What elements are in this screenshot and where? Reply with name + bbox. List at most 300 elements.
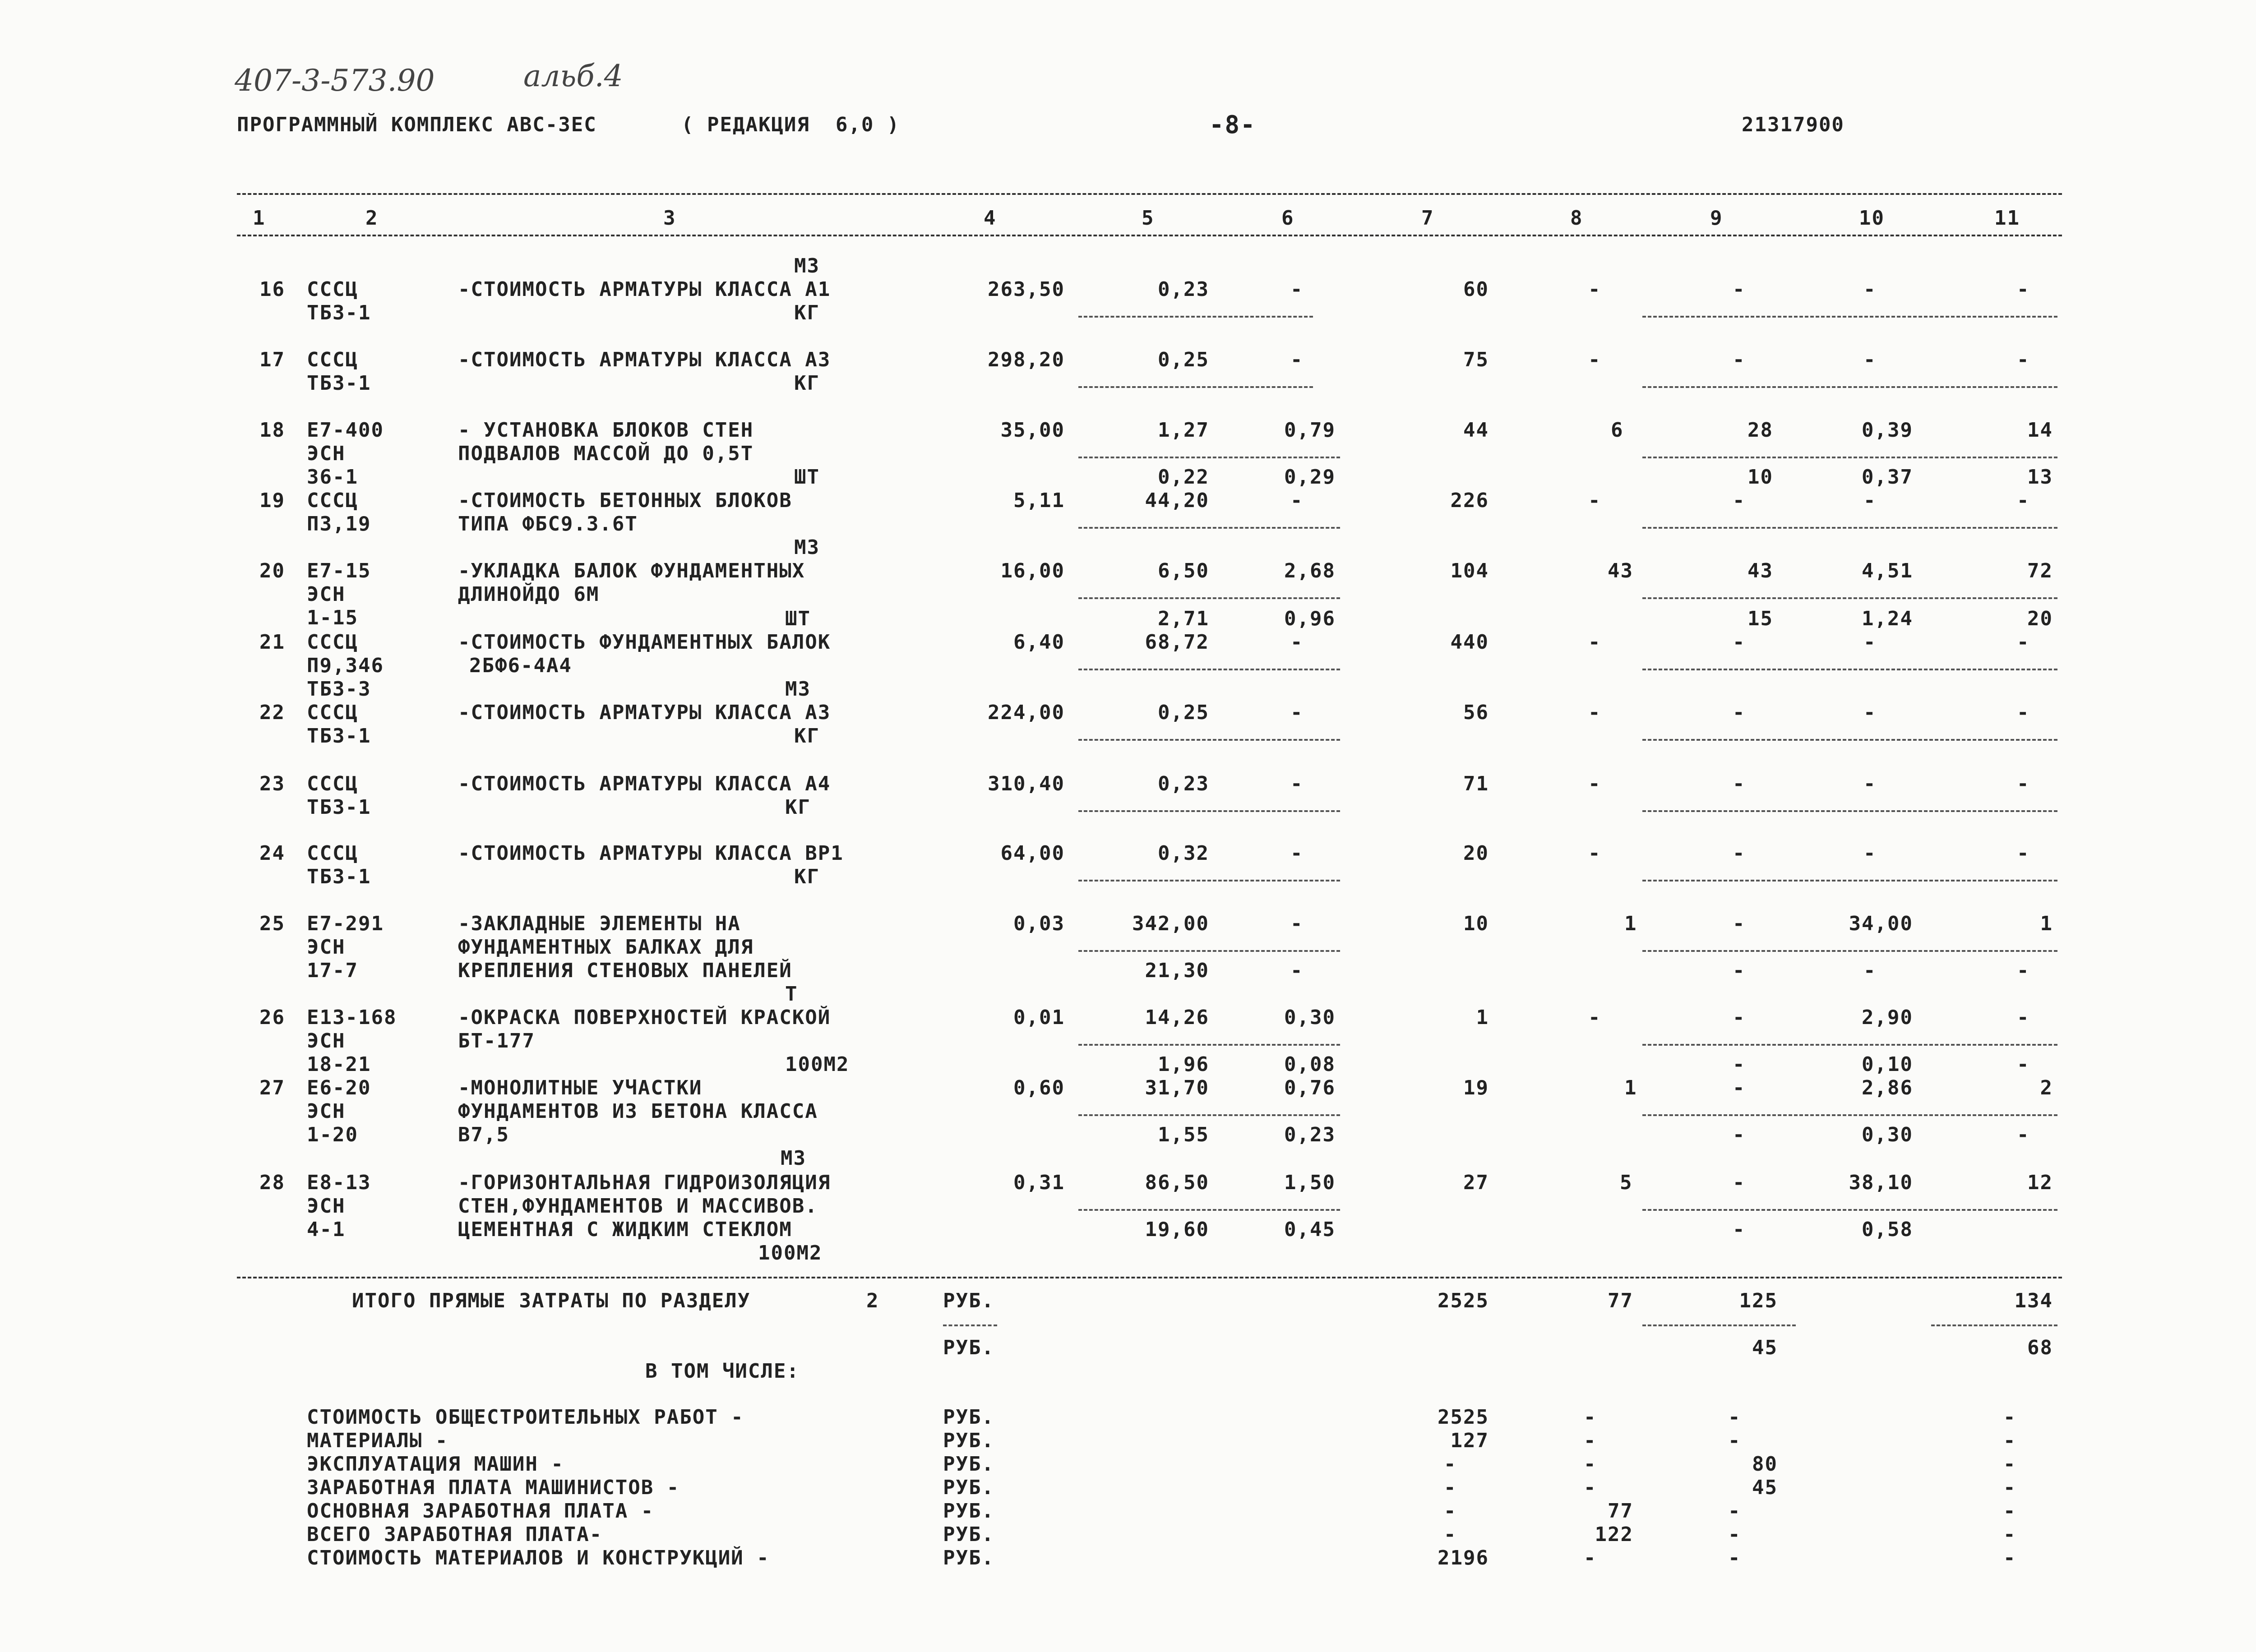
cell-c7: 56 — [1463, 701, 1489, 724]
cell-c6: 2,68 — [1284, 559, 1336, 582]
cell-c7: 60 — [1463, 278, 1489, 301]
cell-c7: 20 — [1463, 842, 1489, 865]
cell-rule — [1078, 950, 1340, 952]
cell-c8: 6 — [1611, 419, 1624, 442]
row-code: СССЦ — [307, 348, 358, 371]
cell-c4: 0,60 — [1013, 1076, 1065, 1099]
row-code: ЭСН — [307, 583, 346, 606]
cell-c9-sub: - — [1733, 1053, 1746, 1076]
row-name: -МОНОЛИТНЫЕ УЧАСТКИ — [458, 1076, 703, 1099]
cell-rule — [1078, 810, 1340, 812]
row-name: ФУНДАМЕНТОВ ИЗ БЕТОНА КЛАССА — [458, 1100, 818, 1123]
cell-c9-sub: 15 — [1747, 607, 1773, 630]
unit-label: КГ — [785, 796, 811, 819]
row-code: ПЗ,19 — [307, 512, 371, 535]
row-code: СССЦ — [307, 489, 358, 512]
totals-c11: 134 — [2014, 1289, 2053, 1312]
cell-c9: - — [1733, 912, 1746, 935]
cell-c10: - — [1863, 772, 1877, 795]
cell-c4: 5,11 — [1013, 489, 1065, 512]
cell-c5: 342,00 — [1132, 912, 1209, 935]
unit-label: 100М2 — [758, 1241, 823, 1264]
row-number: 22 — [259, 701, 285, 724]
row-code: СССЦ — [307, 772, 358, 795]
cell-c5: 0,25 — [1158, 701, 1209, 724]
cell-c10: - — [1863, 489, 1877, 512]
cell-c4: 224,00 — [988, 701, 1065, 724]
cell-c11-sub: - — [2017, 959, 2030, 982]
cell-c10: 0,39 — [1862, 419, 1913, 442]
row-name: ФУНДАМЕНТНЫХ БАЛКАХ ДЛЯ — [458, 936, 754, 959]
cell-c6-sub: 0,23 — [1284, 1123, 1336, 1146]
cell-c8: 1 — [1624, 912, 1637, 935]
totals-c9: 125 — [1739, 1289, 1778, 1312]
summary-c9: - — [1728, 1500, 1741, 1523]
cell-rule — [1642, 527, 2057, 529]
unit-label: МЗ — [794, 254, 820, 277]
cell-c11-sub: 13 — [2027, 466, 2053, 489]
document-number: 21317900 — [1742, 113, 1845, 136]
row-number: 16 — [259, 278, 285, 301]
cell-c10-sub: 0,37 — [1862, 466, 1913, 489]
cell-c9: - — [1733, 842, 1746, 865]
cell-c10: - — [1863, 842, 1877, 865]
summary-unit: РУБ. — [943, 1429, 994, 1452]
cell-c8: 5 — [1620, 1171, 1633, 1194]
cell-c4: 310,40 — [988, 772, 1065, 795]
row-number: 25 — [259, 912, 285, 935]
row-name: 2БФ6-4А4 — [469, 654, 572, 677]
cell-c10: 2,90 — [1862, 1006, 1913, 1029]
cell-c10: - — [1863, 631, 1877, 654]
cell-c8: - — [1588, 489, 1601, 512]
summary-c11: - — [2003, 1429, 2016, 1452]
row-code: Е6-20 — [307, 1076, 371, 1099]
unit-label: КГ — [794, 865, 820, 888]
cell-rule — [1642, 457, 2057, 458]
summary-c11: - — [2003, 1500, 2016, 1523]
cell-c5-sub: 0,22 — [1158, 466, 1209, 489]
unit-label: МЗ — [785, 678, 811, 701]
cell-rule — [1078, 457, 1340, 458]
cell-c9: - — [1733, 631, 1746, 654]
cell-c5: 1,27 — [1158, 419, 1209, 442]
summary-unit: РУБ. — [943, 1546, 994, 1569]
row-code: 17-7 — [307, 959, 358, 982]
cell-c11: - — [2017, 842, 2030, 865]
cell-c4: 263,50 — [988, 278, 1065, 301]
row-name: -ГОРИЗОНТАЛЬНАЯ ГИДРОИЗОЛЯЦИЯ — [458, 1171, 831, 1194]
summary-label: МАТЕРИАЛЫ - — [307, 1429, 448, 1452]
cell-rule — [1642, 1044, 2057, 1046]
cell-c5: 14,26 — [1145, 1006, 1209, 1029]
cell-c11: 12 — [2027, 1171, 2053, 1194]
totals-unit: РУБ. — [943, 1289, 994, 1312]
cell-c10: 4,51 — [1862, 559, 1913, 582]
cell-c11: - — [2017, 701, 2030, 724]
cell-c6-sub: 0,08 — [1284, 1053, 1336, 1076]
cell-rule — [943, 1324, 997, 1326]
summary-unit: РУБ. — [943, 1406, 994, 1429]
row-number: 27 — [259, 1076, 285, 1099]
cell-c4: 16,00 — [1000, 559, 1065, 582]
cell-c10-sub: 1,24 — [1862, 607, 1913, 630]
cell-c11-sub: - — [2017, 1053, 2030, 1076]
cell-c9-sub: 10 — [1747, 466, 1773, 489]
cell-c6: 1,50 — [1284, 1171, 1336, 1194]
unit-label: Т — [785, 983, 798, 1006]
row-code: ТБЗ-1 — [307, 301, 371, 324]
row-name: В7,5 — [458, 1123, 509, 1146]
row-code: Е7-291 — [307, 912, 384, 935]
cell-c6: - — [1290, 772, 1304, 795]
cell-rule — [1642, 880, 2057, 881]
cell-rule — [1078, 527, 1340, 529]
header-rule-top — [237, 193, 2062, 195]
cell-c5-sub: 2,71 — [1158, 607, 1209, 630]
cell-c11: 72 — [2027, 559, 2053, 582]
summary-c11: - — [2003, 1476, 2016, 1499]
summary-c8: 77 — [1608, 1500, 1633, 1523]
row-code: 1-15 — [307, 606, 358, 629]
cell-c8: 43 — [1608, 559, 1633, 582]
header-rule-bottom — [237, 235, 2062, 236]
row-code: СССЦ — [307, 278, 358, 301]
summary-c11: - — [2003, 1546, 2016, 1569]
cell-c5: 68,72 — [1145, 631, 1209, 654]
program-title: ПРОГРАММНЫЙ КОМПЛЕКС АВС-ЗЕС — [237, 113, 597, 136]
section-rule — [237, 1277, 2062, 1278]
totals-label: ИТОГО ПРЯМЫЕ ЗАТРАТЫ ПО РАЗДЕЛУ — [352, 1289, 751, 1312]
cell-c4: 35,00 — [1000, 419, 1065, 442]
row-name: ЦЕМЕНТНАЯ С ЖИДКИМ СТЕКЛОМ — [458, 1218, 792, 1241]
summary-c9: - — [1728, 1546, 1741, 1569]
cell-c11: - — [2017, 772, 2030, 795]
unit-label: 100М2 — [785, 1053, 850, 1076]
summary-unit: РУБ. — [943, 1500, 994, 1523]
cell-c8: - — [1588, 631, 1601, 654]
summary-c11: - — [2003, 1406, 2016, 1429]
row-code: Е8-13 — [307, 1171, 371, 1194]
row-name: -СТОИМОСТЬ АРМАТУРЫ КЛАССА ВР1 — [458, 842, 844, 865]
cell-rule — [1078, 597, 1340, 599]
cell-rule — [1078, 316, 1313, 318]
row-number: 18 — [259, 419, 285, 442]
row-number: 24 — [259, 842, 285, 865]
summary-c7: - — [1444, 1523, 1457, 1546]
cell-c6: 0,76 — [1284, 1076, 1336, 1099]
cell-rule — [1642, 669, 2057, 670]
row-code: ЭСН — [307, 1029, 346, 1052]
row-code: ЭСН — [307, 442, 346, 465]
cell-c9: 28 — [1747, 419, 1773, 442]
cell-c6: - — [1290, 701, 1304, 724]
col-7: 7 — [1421, 207, 1434, 230]
cell-c9: - — [1733, 772, 1746, 795]
col-5: 5 — [1142, 207, 1155, 230]
row-name: ДЛИНОЙДО 6М — [458, 583, 600, 606]
row-code: ТБЗ-1 — [307, 724, 371, 748]
row-name: КРЕПЛЕНИЯ СТЕНОВЫХ ПАНЕЛЕЙ — [458, 959, 792, 982]
unit-label: МЗ — [794, 536, 820, 559]
cell-c8: - — [1588, 348, 1601, 371]
row-code: ТБЗ-1 — [307, 796, 371, 819]
cell-c6: 0,79 — [1284, 419, 1336, 442]
cell-c5: 0,32 — [1158, 842, 1209, 865]
row-name: -СТОИМОСТЬ БЕТОННЫХ БЛОКОВ — [458, 489, 792, 512]
totals-c11-sub: 68 — [2027, 1336, 2053, 1359]
row-name: ТИПА ФБС9.3.6Т — [458, 512, 638, 535]
col-11: 11 — [1994, 207, 2020, 230]
cell-rule — [1078, 1114, 1340, 1116]
cell-c6: - — [1290, 631, 1304, 654]
cell-c8: - — [1588, 772, 1601, 795]
cell-c9: - — [1733, 701, 1746, 724]
cell-c9: - — [1733, 278, 1746, 301]
row-code: ТБЗ-1 — [307, 372, 371, 395]
cell-c5: 6,50 — [1158, 559, 1209, 582]
cell-c10: 34,00 — [1849, 912, 1913, 935]
row-name: -СТОИМОСТЬ АРМАТУРЫ КЛАССА А3 — [458, 701, 831, 724]
cell-c10-sub: 0,58 — [1862, 1218, 1913, 1241]
row-code: ЭСН — [307, 936, 346, 959]
cell-c7: 1 — [1476, 1006, 1489, 1029]
cell-c6: - — [1290, 842, 1304, 865]
cell-c5-sub: 1,96 — [1158, 1053, 1209, 1076]
totals-unit: РУБ. — [943, 1336, 994, 1359]
cell-rule — [1078, 1209, 1340, 1211]
row-number: 28 — [259, 1171, 285, 1194]
cell-c11: - — [2017, 489, 2030, 512]
page-number: -8- — [1209, 111, 1256, 139]
cell-c6-sub: - — [1290, 959, 1304, 982]
cell-c8: - — [1588, 701, 1601, 724]
cell-c7: 71 — [1463, 772, 1489, 795]
cell-c11: 14 — [2027, 419, 2053, 442]
row-name: - УСТАНОВКА БЛОКОВ СТЕН — [458, 419, 754, 442]
row-number: 19 — [259, 489, 285, 512]
col-10: 10 — [1859, 207, 1885, 230]
row-number: 26 — [259, 1006, 285, 1029]
summary-c8: - — [1584, 1406, 1597, 1429]
cell-c11-sub: - — [2017, 1123, 2030, 1146]
cell-c10-sub: 0,10 — [1862, 1053, 1913, 1076]
summary-c7: 2525 — [1438, 1406, 1489, 1429]
cell-c6: - — [1290, 348, 1304, 371]
cell-c5: 44,20 — [1145, 489, 1209, 512]
cell-c7: 440 — [1450, 631, 1489, 654]
handwritten-code: 407-3-573.90 — [235, 63, 435, 98]
row-number: 20 — [259, 559, 285, 582]
row-name: -СТОИМОСТЬ АРМАТУРЫ КЛАССА А1 — [458, 278, 831, 301]
col-2: 2 — [365, 207, 379, 230]
cell-c11: - — [2017, 348, 2030, 371]
totals-section: 2 — [866, 1289, 879, 1312]
col-8: 8 — [1570, 207, 1583, 230]
unit-label: КГ — [794, 372, 820, 395]
row-code: Е7-400 — [307, 419, 384, 442]
summary-unit: РУБ. — [943, 1453, 994, 1476]
cell-c4: 6,40 — [1013, 631, 1065, 654]
col-3: 3 — [663, 207, 676, 230]
row-code: 1-20 — [307, 1123, 358, 1146]
summary-label: ВСЕГО ЗАРАБОТНАЯ ПЛАТА- — [307, 1523, 603, 1546]
cell-c8: - — [1588, 278, 1601, 301]
row-code: Е7-15 — [307, 559, 371, 582]
cell-c9-sub: - — [1733, 1123, 1746, 1146]
cell-c11: - — [2017, 631, 2030, 654]
cell-c11: 1 — [2040, 912, 2053, 935]
row-code: 18-21 — [307, 1053, 371, 1076]
summary-label: ЗАРАБОТНАЯ ПЛАТА МАШИНИСТОВ - — [307, 1476, 680, 1499]
summary-c8: 122 — [1595, 1523, 1633, 1546]
edition: ( РЕДАКЦИЯ 6,0 ) — [681, 113, 900, 136]
cell-c7: 226 — [1450, 489, 1489, 512]
row-code: СССЦ — [307, 631, 358, 654]
summary-c11: - — [2003, 1453, 2016, 1476]
row-number: 21 — [259, 631, 285, 654]
cell-c9-sub: - — [1733, 1218, 1746, 1241]
summary-c9: - — [1728, 1523, 1741, 1546]
cell-rule — [1642, 1209, 2057, 1211]
row-code: ЭСН — [307, 1100, 346, 1123]
cell-c6: - — [1290, 489, 1304, 512]
cell-rule — [1642, 1324, 1796, 1326]
row-code: СССЦ — [307, 842, 358, 865]
cell-c7: 75 — [1463, 348, 1489, 371]
cell-rule — [1642, 386, 2057, 388]
cell-c11: 2 — [2040, 1076, 2053, 1099]
summary-label: СТОИМОСТЬ ОБЩЕСТРОИТЕЛЬНЫХ РАБОТ - — [307, 1406, 744, 1429]
cell-c5: 86,50 — [1145, 1171, 1209, 1194]
cell-c11-sub: 20 — [2027, 607, 2053, 630]
row-name: -УКЛАДКА БАЛОК ФУНДАМЕНТНЫХ — [458, 559, 805, 582]
cell-c10: - — [1863, 348, 1877, 371]
cell-c6-sub: 0,29 — [1284, 466, 1336, 489]
summary-c9: - — [1728, 1429, 1741, 1452]
row-name: -СТОИМОСТЬ АРМАТУРЫ КЛАССА А3 — [458, 348, 831, 371]
cell-c5-sub: 21,30 — [1145, 959, 1209, 982]
cell-c5-sub: 1,55 — [1158, 1123, 1209, 1146]
cell-c5: 31,70 — [1145, 1076, 1209, 1099]
row-code: 36-1 — [307, 466, 358, 489]
cell-c11: - — [2017, 278, 2030, 301]
summary-c11: - — [2003, 1523, 2016, 1546]
summary-c7: - — [1444, 1453, 1457, 1476]
cell-c5: 0,23 — [1158, 278, 1209, 301]
totals-c7: 2525 — [1438, 1289, 1489, 1312]
cell-c9: - — [1733, 1006, 1746, 1029]
cell-c10-sub: - — [1863, 959, 1877, 982]
cell-c4: 0,31 — [1013, 1171, 1065, 1194]
cell-c4: 0,03 — [1013, 912, 1065, 935]
cell-c6-sub: 0,96 — [1284, 607, 1336, 630]
cell-c6: - — [1290, 912, 1304, 935]
summary-c8: - — [1584, 1429, 1597, 1452]
unit-label: КГ — [794, 724, 820, 748]
handwritten-album: альб.4 — [523, 59, 623, 93]
col-6: 6 — [1281, 207, 1294, 230]
cell-c8: - — [1588, 1006, 1601, 1029]
cell-c9: 43 — [1747, 559, 1773, 582]
cell-rule — [1078, 1044, 1340, 1046]
cell-c10: 2,86 — [1862, 1076, 1913, 1099]
summary-c7: 127 — [1450, 1429, 1489, 1452]
cell-c5-sub: 19,60 — [1145, 1218, 1209, 1241]
cell-rule — [1642, 739, 2057, 741]
cell-c9: - — [1733, 1076, 1746, 1099]
summary-c8: - — [1584, 1546, 1597, 1569]
col-9: 9 — [1710, 207, 1723, 230]
row-code: ТБЗ-1 — [307, 865, 371, 888]
cell-c4: 64,00 — [1000, 842, 1065, 865]
row-name: -ЗАКЛАДНЫЕ ЭЛЕМЕНТЫ НА — [458, 912, 741, 935]
cell-c8: - — [1588, 842, 1601, 865]
cell-rule — [1078, 739, 1340, 741]
row-code: 4-1 — [307, 1218, 346, 1241]
summary-label: ЭКСПЛУАТАЦИЯ МАШИН - — [307, 1453, 564, 1476]
cell-rule — [1078, 669, 1340, 670]
cell-rule — [1642, 316, 2057, 318]
summary-c7: - — [1444, 1476, 1457, 1499]
row-name: -СТОИМОСТЬ ФУНДАМЕНТНЫХ БАЛОК — [458, 631, 831, 654]
cell-c9: - — [1733, 348, 1746, 371]
cell-c8: 1 — [1624, 1076, 1637, 1099]
unit-label: КГ — [794, 301, 820, 324]
summary-c9: 80 — [1752, 1453, 1778, 1476]
cell-c7: 27 — [1463, 1171, 1489, 1194]
row-number: 17 — [259, 348, 285, 371]
row-code: ТБЗ-3 — [307, 678, 371, 701]
cell-c7: 104 — [1450, 559, 1489, 582]
cell-c4: 298,20 — [988, 348, 1065, 371]
cell-c10: - — [1863, 278, 1877, 301]
cell-c10-sub: 0,30 — [1862, 1123, 1913, 1146]
totals-c8: 77 — [1608, 1289, 1633, 1312]
cell-c4: 0,01 — [1013, 1006, 1065, 1029]
unit-label: МЗ — [781, 1147, 806, 1170]
row-number: 23 — [259, 772, 285, 795]
row-code: Е13-168 — [307, 1006, 397, 1029]
cell-c9: - — [1733, 489, 1746, 512]
row-code: СССЦ — [307, 701, 358, 724]
cell-rule — [1078, 386, 1313, 388]
cell-c7: 44 — [1463, 419, 1489, 442]
summary-label: СТОИМОСТЬ МАТЕРИАЛОВ И КОНСТРУКЦИЙ - — [307, 1546, 770, 1569]
cell-c5: 0,23 — [1158, 772, 1209, 795]
cell-rule — [1642, 1114, 2057, 1116]
totals-c9-sub: 45 — [1752, 1336, 1778, 1359]
cell-rule — [1931, 1324, 2057, 1326]
row-code: ЭСН — [307, 1195, 346, 1218]
cell-c7: 10 — [1463, 912, 1489, 935]
cell-rule — [1642, 597, 2057, 599]
summary-c7: - — [1444, 1500, 1457, 1523]
summary-unit: РУБ. — [943, 1476, 994, 1499]
cell-rule — [1642, 950, 2057, 952]
row-name: -ОКРАСКА ПОВЕРХНОСТЕЙ КРАСКОЙ — [458, 1006, 831, 1029]
cell-c9-sub: - — [1733, 959, 1746, 982]
summary-c8: - — [1584, 1453, 1597, 1476]
unit-label: ШТ — [785, 607, 811, 630]
row-code: П9,346 — [307, 654, 384, 677]
row-name: СТЕН,ФУНДАМЕНТОВ И МАССИВОВ. — [458, 1195, 818, 1218]
summary-c9: 45 — [1752, 1476, 1778, 1499]
summary-unit: РУБ. — [943, 1523, 994, 1546]
cell-c11: - — [2017, 1006, 2030, 1029]
col-1: 1 — [253, 207, 266, 230]
summary-label: ОСНОВНАЯ ЗАРАБОТНАЯ ПЛАТА - — [307, 1500, 654, 1523]
